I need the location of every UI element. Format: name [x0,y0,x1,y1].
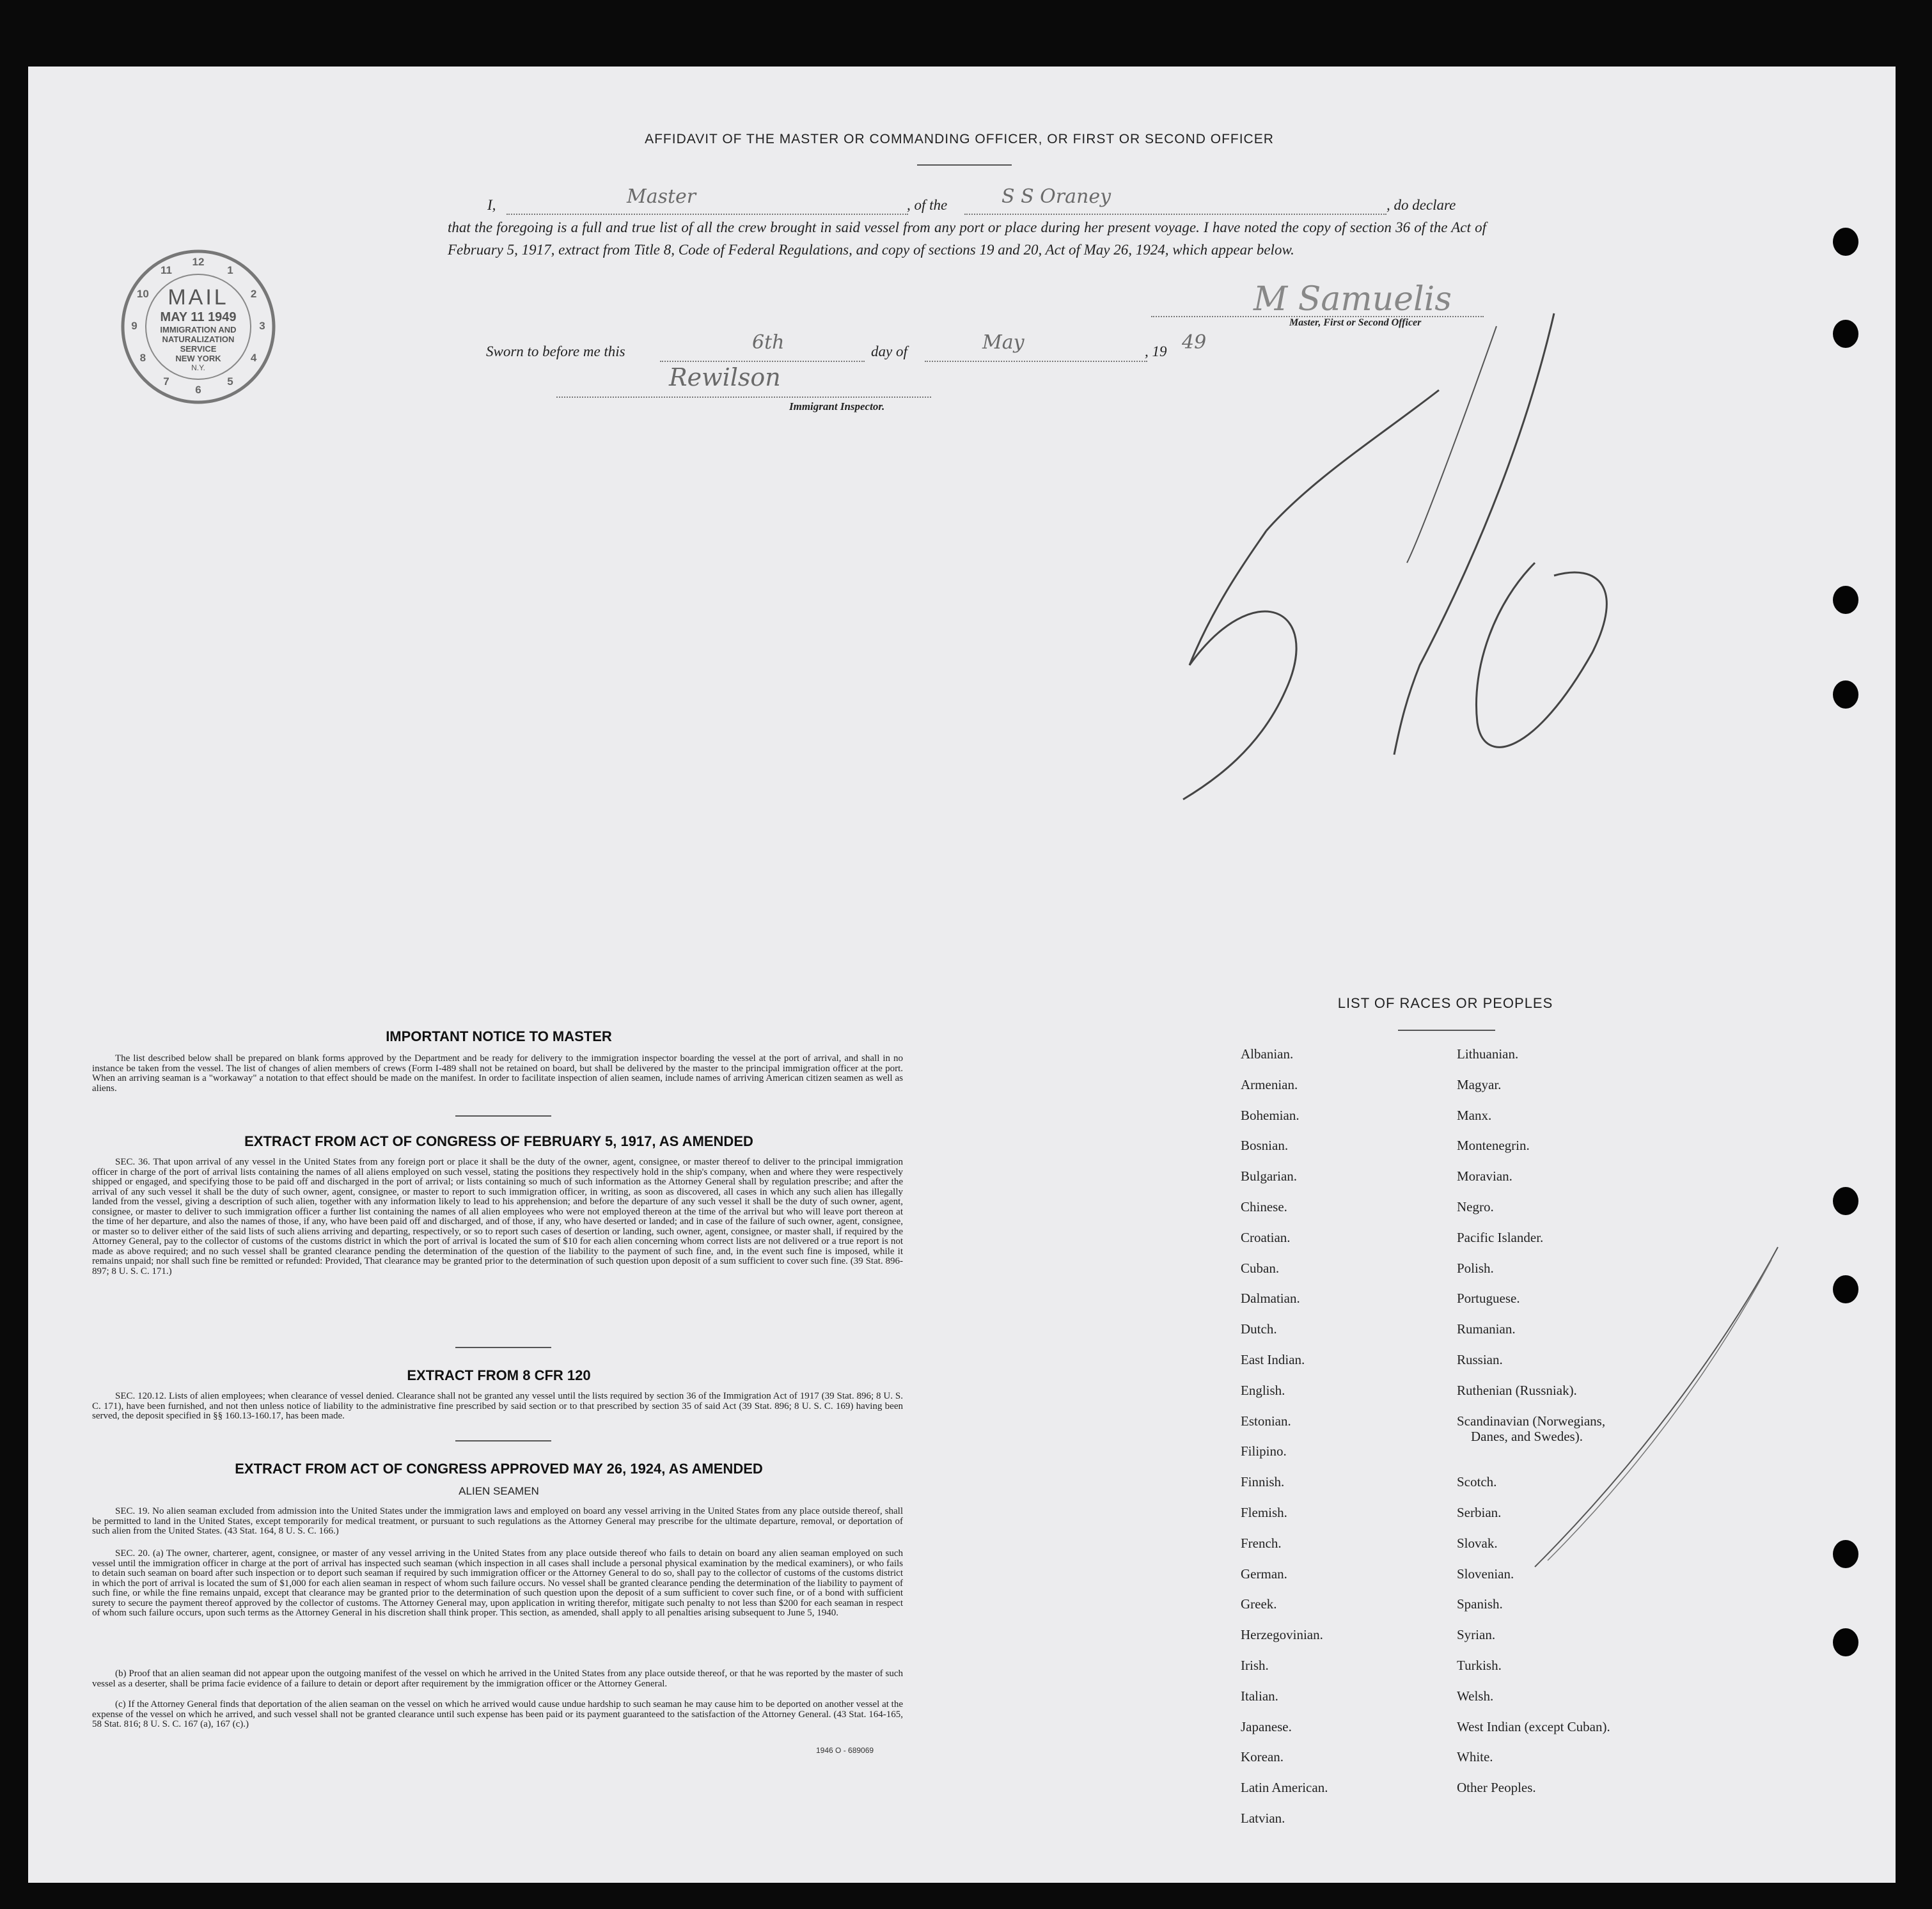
extract1924-sec20a: SEC. 20. (a) The owner, charterer, agent, consignee, or master of any vessel arriving in the United States from any place outside thereof who fails to detain on board any alien seaman employed on such vessel until the immigration officer in charge at the port of arrival has inspected such seaman (which inspection in all cases shall include a personal physical examination by the medical examiners), or who fails to detain such seaman on board after such inspection or to deport such seaman if required by such immigration officer or the Attorney General to do so, shall pay to the collector of customs of the customs district in which the port of arrival is located the sum of $1,000 for each alien seaman in respect of whom such failure occurs. No vessel shall be granted clearance pending the determination of the liability to payment of such fine, or while the fine remains unpaid, except that clearance may be granted prior to the determination of such question upon the deposit of a sum sufficient to cover such fine, or of a bond with sufficient surety to secure the payment thereof approved by the collector of customs. The Attorney General may, upon application in writing therefor, mitigate such penalty to not less than $200 for each seaman in respect of whom such failure occurs, upon such terms as the Attorney General in his discretion shall think proper. This section, as amended, shall apply to all penalties arising subsequent to June 5, 1940. [92,1548,903,1618]
signature-caption: Master, First or Second Officer [1289,317,1422,328]
race-item: Polish. [1457,1260,1494,1276]
stamp-line1: IMMIGRATION AND [160,325,237,334]
race-item: Bosnian. [1241,1138,1289,1154]
race-item: Estonian. [1241,1413,1291,1429]
extract1924-subtitle: ALIEN SEAMEN [459,1485,539,1497]
extract1917-divider [455,1347,551,1348]
race-item: Turkish. [1457,1658,1502,1673]
extract1924-sec20c: (c) If the Attorney General finds that deportation of the alien seaman on the vessel on which he arrived would cause undue hardship to such seaman he may cause him to be deported on another vessel at the expense of the vessel on which he arrived, and such vessel shall not be granted clearance until such expense has been paid or its payment guaranteed to the satisfaction of the Attorney General. (43 Stat. 164-165, 58 Stat. 816; 8 U. S. C. 167 (a), 167 (c).) [92,1699,903,1729]
day-field-line [660,361,865,362]
stamp-ring-number: 9 [131,320,137,332]
races-divider [1398,1030,1495,1031]
race-item: Greek. [1241,1596,1277,1612]
race-item: English. [1241,1382,1285,1398]
race-item: Finnish. [1241,1474,1285,1490]
punch-hole [1833,1540,1858,1568]
punch-hole [1833,320,1858,348]
inspector-signature: Rewilson [669,363,781,391]
stamp-ring-number: 11 [161,264,172,277]
inspector-line [556,397,931,398]
handwritten-number [1138,307,1688,806]
extractCFR-divider [455,1440,551,1442]
race-item: Bohemian. [1241,1107,1300,1123]
extractCFR-title: EXTRACT FROM 8 CFR 120 [407,1367,591,1383]
sworn-year-prefix: , 19 [1145,343,1167,359]
race-item: German. [1241,1566,1287,1582]
race-item: Japanese. [1241,1718,1292,1734]
race-item: West Indian (except Cuban). [1457,1718,1610,1734]
stamp-date: MAY 11 1949 [160,310,237,324]
sworn-prefix: Sworn to before me this [486,343,625,359]
stamp-ring-number: 2 [250,288,257,300]
race-item: Scotch. [1457,1474,1497,1490]
race-item: Filipino. [1241,1443,1287,1459]
race-item: Croatian. [1241,1229,1291,1245]
race-item: Armenian. [1241,1076,1298,1092]
title-divider [917,164,1012,166]
punch-hole [1833,1628,1858,1656]
race-item: Montenegrin. [1457,1138,1530,1154]
sworn-day: 6th [752,331,785,354]
race-item: French. [1241,1535,1282,1551]
declaration-suffix: , do declare [1386,197,1456,213]
race-item: Lithuanian. [1457,1046,1519,1062]
races-right-continuation: Danes, and Swedes). [1471,1429,1583,1444]
race-item: East Indian. [1241,1352,1305,1367]
affidavit-title: AFFIDAVIT OF THE MASTER OR COMMANDING OFFICER, OR FIRST OR SECOND OFFICER [645,132,1274,146]
race-item: Irish. [1241,1658,1269,1673]
extract1917-text: SEC. 36. That upon arrival of any vessel in the United States from any foreign port or place it shall be the duty of the owner, agent, consignee, or master thereof to deliver to the principal immigration officer in charge of the port of arrival lists containing the names of all aliens employed on such vessel, stating the positions they respectively hold in the ship's company, when and where they were respectively shipped or engaged, and specifying those to be paid off and discharged in the port of arrival; or lists containing so much of such information as the Attorney General shall by regulation prescribe; and after the arrival of any such vessel it shall be the duty of such owner, agent, consignee, or master to report to such immigration officer, in writing, as soon as discovered, all cases in which any such alien has illegally landed from the vessel, giving a description of such alien, together with any information likely to lead to his apprehension; and before the departure of any such vessel it shall be the duty of such owner, agent, consignee, or master to deliver to such immigration officer a further list containing the names of all alien employees who were not employed thereon at the time of the arrival but who will leave port thereon at the time of her departure, and also the names of those, if any, who have been paid off and discharged, and of those, if any, who have deserted or landed; and in case of the failure of such owner, agent, consignee, or master so to deliver either of the said lists of such aliens arriving and departing, respectively, or so to report such cases of desertion or landing, such owner, agent, consignee, or master shall, if required by the Attorney General, pay to the collector of customs of the customs district in which the port of arrival is located the sum of $10 for each alien concerning whom correct lists are not delivered or a true report is not made as above required; and no such vessel shall be granted clearance pending the determination of the question of the liability to the payment of such fine, and, in the event such fine is imposed, while it remains unpaid; nor shall such fine be remitted or refunded: Provided, That clearance may be granted prior to the determination of such question upon deposit of a sum sufficient to cover such fine. (39 Stat. 896-897; 8 U. S. C. 171.) [92,1157,903,1277]
stamp-ring-number: 10 [136,288,149,300]
race-item: Serbian. [1457,1505,1502,1520]
race-item: Spanish. [1457,1596,1503,1612]
races-title: LIST OF RACES OR PEOPLES [1337,995,1553,1011]
race-item: Pacific Islander. [1457,1229,1544,1245]
race-item: Manx. [1457,1107,1492,1123]
race-item: Ruthenian (Russniak). [1457,1382,1577,1398]
race-item: Latin American. [1241,1780,1328,1796]
declaration-of-the: , of the [907,197,948,213]
punch-hole [1833,228,1858,256]
stamp-ring-number: 5 [227,375,233,388]
stamp-ring-number: 4 [250,352,257,364]
race-item: Slovak. [1457,1535,1498,1551]
race-item: Moravian. [1457,1168,1512,1184]
month-field-line [925,361,1147,362]
sworn-day-label: day of [871,343,907,359]
race-item: Syrian. [1457,1627,1496,1643]
stamp-ring-number: 12 [192,256,205,268]
race-item: Chinese. [1241,1199,1287,1214]
punch-hole [1833,680,1858,709]
declaration-body: that the foregoing is a full and true list of all the crew brought in said vessel from any port or place during her present voyage. I have noted the copy of section 36 of the Act of February 5, 1917, extract from Title 8, Code of Federal Regulations, and copy of sections 19 and 20, Act of May 26, 1924, which appear below. [448,219,1486,258]
stamp-line3: SERVICE [180,344,217,354]
extractCFR-text: SEC. 120.12. Lists of alien employees; when clearance of vessel denied. Clearance shall not be granted any vessel until the lists required by section 36 of the Immigration Act of 1917 (39 Stat. 896; 8 U. S. C. 171), have been furnished, and not then unless notice of liability to the administrative fine prescribed by said section or to that prescribed by section 35 of said Act (39 Stat. 896; 8 U. S. C. 169) having been served, the deposit specified in §§ 160.13-160.17, has been made. [92,1391,903,1421]
race-item: Negro. [1457,1199,1494,1214]
race-item: Welsh. [1457,1688,1494,1704]
race-item: Slovenian. [1457,1566,1514,1582]
notice-text: The list described below shall be prepared on blank forms approved by the Department and be ready for delivery to the immigration inspector boarding the vessel at the port of arrival, and shall in no instance be taken from the vessel. The list of changes of alien members of crews (Form I-489 shall not be retained on board, but shall be delivered by the master to the principal immigration officer at the port. When an arriving seaman is a "workaway" a notation to that effect should be made on the manifest. In order to facilitate inspection of alien seamen, include names of arriving American citizen seamen as well as aliens. [92,1053,903,1094]
race-item: Rumanian. [1457,1321,1516,1337]
stamp-ring-number: 3 [259,320,265,332]
stamp-line4: NEW YORK [175,354,221,363]
race-item: Herzegovinian. [1241,1627,1323,1643]
stamp-line5: N.Y. [191,363,205,372]
extract1924-sec19: SEC. 19. No alien seaman excluded from admission into the United States under the immigration laws and employed on board any vessel arriving in the United States from any place outside thereof, shall be permitted to land in the United States, except temporarily for medical treatment, or pursuant to such regulations as the Attorney General may prescribe for the ultimate departure, removal, or deportation of such alien from the United States. (43 Stat. 164, 8 U. S. C. 166.) [92,1506,903,1536]
race-item: Russian. [1457,1352,1503,1367]
race-item: Magyar. [1457,1076,1502,1092]
inspector-caption: Immigrant Inspector. [789,400,885,412]
stamp-ring-number: 1 [227,264,233,277]
punch-hole [1833,1187,1858,1215]
race-item: Dutch. [1241,1321,1277,1337]
declaration-i: I, [487,197,496,213]
race-item: White. [1457,1749,1493,1765]
race-item: Other Peoples. [1457,1780,1536,1796]
stamp-ring-number: 7 [163,375,169,388]
extract1924-sec20b: (b) Proof that an alien seaman did not appear upon the outgoing manifest of the vessel on which he arrived in the United States from any place outside thereof, or that he was reported by the master of such vessel as a deserter, shall be prima facie evidence of a failure to detain or deport after requirement by the immigration officer or the Attorney General. [92,1669,903,1689]
extract1924-title: EXTRACT FROM ACT OF CONGRESS APPROVED MAY 26, 1924, AS AMENDED [235,1461,763,1477]
race-item: Bulgarian. [1241,1168,1298,1184]
vessel-name: S S Oraney [1001,185,1111,208]
race-item: Scandinavian (Norwegians, [1457,1413,1606,1429]
sworn-month: May [982,331,1025,354]
master-signature: M Samuelis [1253,280,1452,318]
notice-divider [455,1115,551,1117]
notice-title: IMPORTANT NOTICE TO MASTER [386,1028,612,1044]
pencil-stroke [1522,1241,1791,1573]
extract1917-title: EXTRACT FROM ACT OF CONGRESS OF FEBRUARY 5, 1917, AS AMENDED [244,1133,753,1149]
sworn-year: 49 [1182,331,1207,354]
race-item: Albanian. [1241,1046,1294,1062]
race-item: Portuguese. [1457,1291,1520,1307]
stamp-line2: NATURALIZATION [162,334,235,344]
vessel-field-line [964,214,1386,215]
race-item: Italian. [1241,1688,1278,1704]
mail-stamp [118,247,278,407]
punch-hole [1833,586,1858,614]
stamp-ring-number: 6 [195,384,201,396]
stamp-ring-number: 8 [139,352,146,364]
race-item: Korean. [1241,1749,1284,1765]
punch-hole [1833,1275,1858,1303]
master-name: Master [627,185,696,208]
print-code: 1946 O - 689069 [816,1746,874,1755]
race-item: Flemish. [1241,1505,1287,1520]
race-item: Latvian. [1241,1811,1285,1826]
name-field-line [507,214,908,215]
race-item: Cuban. [1241,1260,1280,1276]
race-item: Dalmatian. [1241,1291,1300,1307]
stamp-mail: MAIL [168,285,229,310]
